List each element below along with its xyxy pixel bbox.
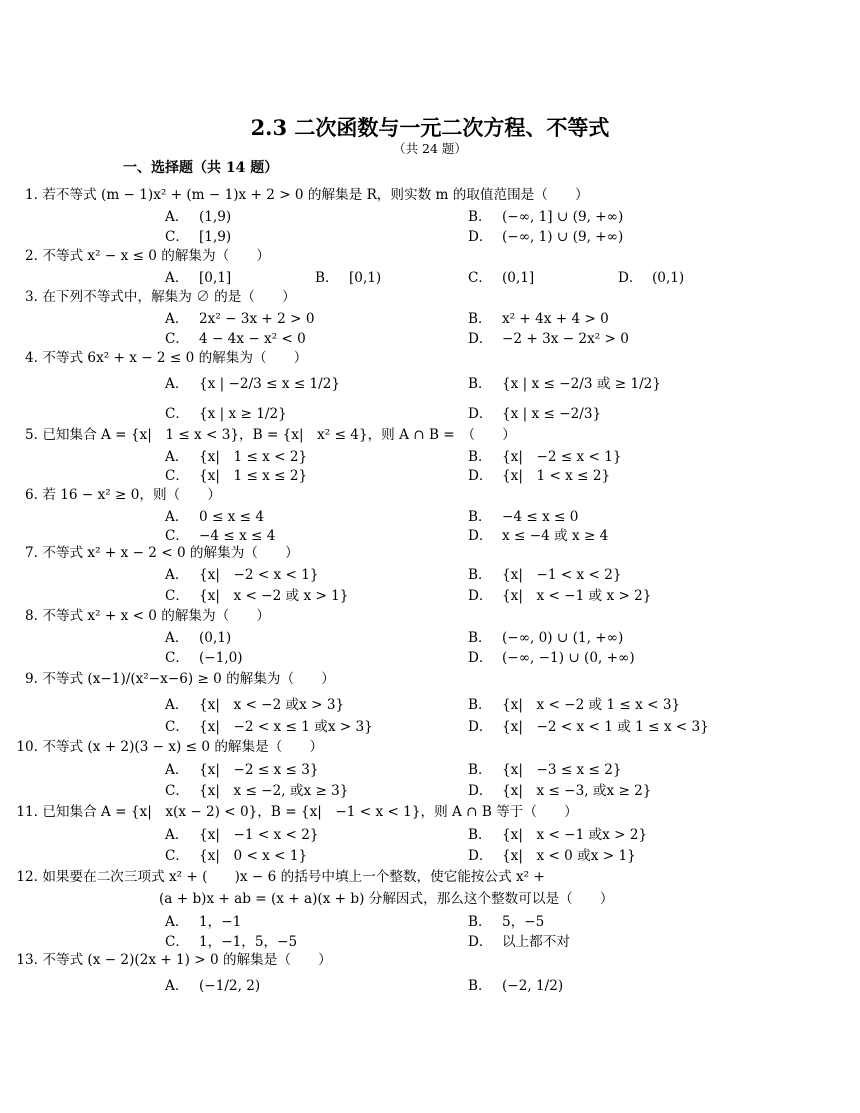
option-d[interactable]: D． −2 + 3x − 2x² > 0: [468, 331, 629, 347]
option-c[interactable]: C． [1,9): [165, 229, 232, 245]
option-a[interactable]: A． 1，−1: [165, 914, 242, 930]
option-b[interactable]: B． {x| x < −1 或x > 2}: [468, 827, 648, 843]
option-a[interactable]: A． (−1/2, 2): [165, 978, 261, 994]
page-title: 2.3 二次函数与一元二次方程、不等式: [250, 115, 610, 140]
option-b[interactable]: B． {x| x < −2 或 1 ≤ x < 3}: [468, 697, 681, 713]
question-stem: 7. 不等式 x² + x − 2 < 0 的解集为（ ）: [25, 545, 299, 561]
option-a[interactable]: A． {x| −2 ≤ x ≤ 3}: [165, 762, 319, 778]
option-a[interactable]: A． 2x² − 3x + 2 > 0: [165, 311, 315, 327]
question-stem: 13. 不等式 (x − 2)(2x + 1) > 0 的解集是（ ）: [16, 952, 332, 968]
option-a[interactable]: A． {x| −1 < x < 2}: [165, 827, 319, 843]
option-b[interactable]: B． (−∞, 1] ∪ (9, +∞): [468, 209, 624, 225]
option-c[interactable]: C． {x| −2 < x ≤ 1 或x > 3}: [165, 719, 373, 735]
option-c[interactable]: C． 4 − 4x − x² < 0: [165, 331, 306, 347]
option-d[interactable]: D． {x| x < 0 或x > 1}: [468, 848, 636, 864]
option-a[interactable]: A． 0 ≤ x ≤ 4: [165, 509, 265, 525]
option-d[interactable]: D． {x| −2 < x < 1 或 1 ≤ x < 3}: [468, 719, 709, 735]
section-heading: 一、选择题（共 14 题）: [123, 160, 279, 176]
option-b[interactable]: B． (−∞, 0) ∪ (1, +∞): [468, 630, 624, 646]
option-c[interactable]: C． (−1,0): [165, 650, 243, 666]
question-stem: 10. 不等式 (x + 2)(3 − x) ≤ 0 的解集是（ ）: [16, 739, 324, 755]
question-stem: 2. 不等式 x² − x ≤ 0 的解集为（ ）: [25, 248, 270, 264]
option-c[interactable]: C． {x| 0 < x < 1}: [165, 848, 308, 864]
question-stem: 11. 已知集合 A = {x| x(x − 2) < 0}，B = {x| −1 < x < 1}，则 A ∩ B 等于（ ）: [16, 804, 578, 820]
option-b[interactable]: B． {x| −2 ≤ x < 1}: [468, 449, 622, 465]
option-b[interactable]: B． {x| −1 < x < 2}: [468, 567, 622, 583]
option-c[interactable]: C． {x| 1 ≤ x ≤ 2}: [165, 468, 308, 484]
option-c[interactable]: C． 1，−1，5，−5: [165, 934, 298, 950]
question-stem: 9. 不等式 (x−1)/(x²−x−6) ≥ 0 的解集为（ ）: [25, 671, 335, 687]
option-a[interactable]: A． (1,9): [165, 209, 232, 225]
option-a[interactable]: A． [0,1]: [165, 270, 232, 286]
option-a[interactable]: A． {x | −2/3 ≤ x ≤ 1/2}: [165, 376, 341, 392]
option-d[interactable]: D． (−∞, 1) ∪ (9, +∞): [468, 229, 624, 245]
page-subtitle: （共 24 题）: [393, 141, 467, 156]
option-c[interactable]: C． {x| x < −2 或 x > 1}: [165, 588, 349, 604]
option-d[interactable]: D． {x| x < −1 或 x > 2}: [468, 588, 652, 604]
option-b[interactable]: B． x² + 4x + 4 > 0: [468, 311, 609, 327]
option-a[interactable]: A． (0,1): [165, 630, 232, 646]
option-d[interactable]: D． (−∞, −1) ∪ (0, +∞): [468, 650, 635, 666]
option-b[interactable]: B． [0,1): [315, 270, 382, 286]
option-a[interactable]: A． {x| −2 < x < 1}: [165, 567, 319, 583]
option-b[interactable]: B． {x| −3 ≤ x ≤ 2}: [468, 762, 622, 778]
option-a[interactable]: A． {x| 1 ≤ x < 2}: [165, 449, 308, 465]
question-stem: 1. 若不等式 (m − 1)x² + (m − 1)x + 2 > 0 的解集是 R，则实数 m 的取值范围是（ ）: [25, 187, 589, 203]
question-stem-continued: (a + b)x + ab = (x + a)(x + b) 分解因式，那么这个整数可以是（ ）: [159, 891, 614, 907]
option-d[interactable]: D． x ≤ −4 或 x ≥ 4: [468, 528, 609, 544]
option-d[interactable]: D． {x| x ≤ −3, 或x ≥ 2}: [468, 783, 652, 799]
question-stem: 6. 若 16 − x² ≥ 0，则（ ）: [25, 487, 221, 503]
option-d[interactable]: D． 以上都不对: [468, 934, 570, 950]
question-stem: 5. 已知集合 A = {x| 1 ≤ x < 3}，B = {x| x² ≤ 4}，则 A ∩ B = （ ）: [25, 427, 516, 443]
option-d[interactable]: D． {x| 1 < x ≤ 2}: [468, 468, 611, 484]
question-stem: 4. 不等式 6x² + x − 2 ≤ 0 的解集为（ ）: [25, 350, 308, 366]
option-d[interactable]: D． (0,1): [618, 270, 685, 286]
option-b[interactable]: B． −4 ≤ x ≤ 0: [468, 509, 579, 525]
option-a[interactable]: A． {x| x < −2 或x > 3}: [165, 697, 345, 713]
option-b[interactable]: B． {x | x ≤ −2/3 或 ≥ 1/2}: [468, 376, 661, 392]
option-b[interactable]: B． 5，−5: [468, 914, 545, 930]
option-b[interactable]: B． (−2, 1/2): [468, 978, 564, 994]
option-c[interactable]: C． −4 ≤ x ≤ 4: [165, 528, 276, 544]
option-c[interactable]: C． (0,1]: [468, 270, 535, 286]
option-c[interactable]: C． {x | x ≥ 1/2}: [165, 406, 287, 422]
option-d[interactable]: D． {x | x ≤ −2/3}: [468, 406, 602, 422]
question-stem: 8. 不等式 x² + x < 0 的解集为（ ）: [25, 608, 270, 624]
option-c[interactable]: C． {x| x ≤ −2, 或x ≥ 3}: [165, 783, 349, 799]
question-stem: 12. 如果要在二次三项式 x² + ( )x − 6 的括号中填上一个整数，使它能按公式 x² +: [16, 869, 545, 885]
question-stem: 3. 在下列不等式中，解集为 ∅ 的是（ ）: [25, 289, 296, 305]
